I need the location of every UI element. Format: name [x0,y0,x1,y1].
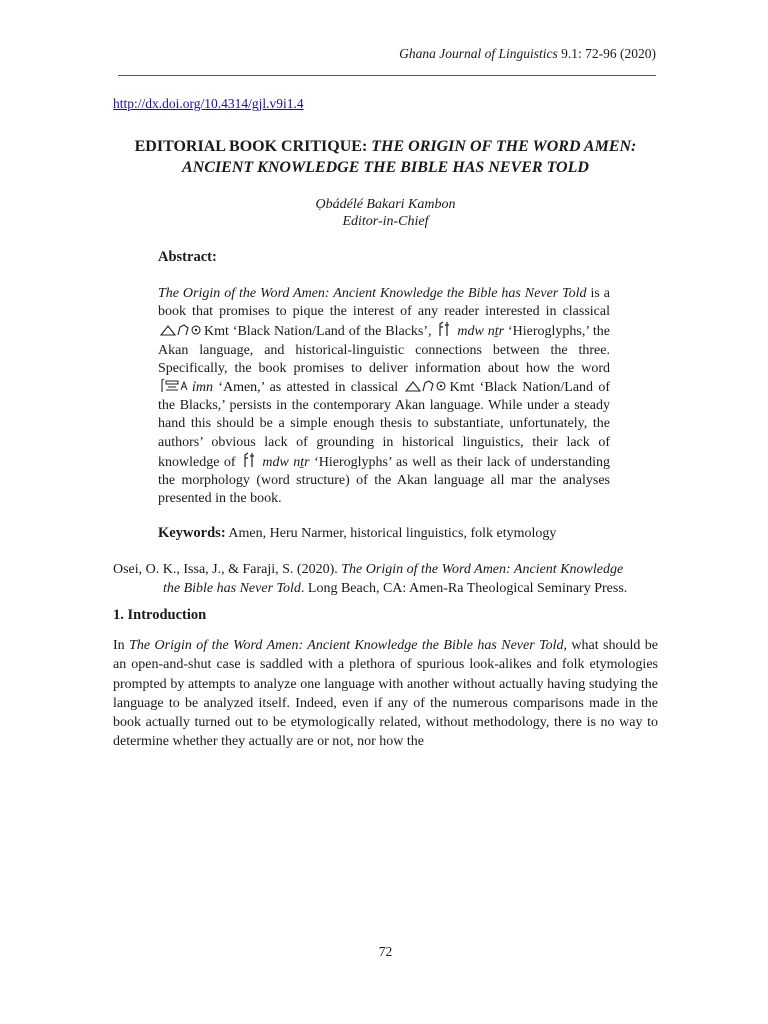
running-header [380,45,656,63]
citation-authors: Osei, O. K., Issa, J., & Faraji, S. (2020). [113,562,342,577]
journal-issue: 9.1: 72-96 (2020) [561,46,656,61]
citation-title-1: The Origin of the Word Amen: Ancient Knowledge [341,562,624,577]
introduction-body [113,636,658,752]
keywords-label: Keywords: [158,525,226,541]
abstract-heading: Abstract: [158,249,217,265]
intro-lead: In [113,638,130,653]
abstract-text-4: ‘Amen,’ as attested in classical [213,380,404,396]
kmt-hieroglyph-icon [405,379,447,393]
intro-book-title: The Origin of the Word Amen: Ancient Knowledge the Bible has Never Told, [129,638,567,653]
doi-link[interactable]: http://dx.doi.org/10.4314/gjl.v9i1.4 [113,96,304,111]
author-role: Editor-in-Chief [342,214,429,229]
intro-text: what should be an open-and-shut case is saddled with a plethora of spurious look-alikes and folk etymologies prompted by attempts to analyze one language with another without actually having studying the language to be analyzed itself. Indeed, even if any of the numerous comparisons made in the book actually turned out to be etymologically related, without methodology, there is no way to determine whether they actually are or not, nor how the [113,638,658,750]
abstract-body [158,285,610,508]
book-citation [113,561,658,598]
abstract-mdw-ntr-2: mdw nṯr [262,454,310,470]
citation-title-2: the Bible has Never Told [163,580,301,596]
abstract-text-1: is a book that promises to pique the interest of any reader interested in classical [158,286,610,320]
keywords [158,524,618,543]
abstract-text-5: ‘Black Nation/Land of the Blacks,’ persists in the contemporary Akan language. While under a steady hand this should be a simple enough thesis to substantiate, unfortunately, the authors’ obvious lack of grounding in historical linguistics, their lack of knowledge of [158,380,610,470]
mdw-ntr-hieroglyph-icon [242,452,256,468]
abstract-kmt-1: Kmt [204,324,229,340]
kmt-hieroglyph-icon [160,323,202,337]
journal-name: Ghana Journal of Linguistics [399,46,558,61]
abstract-text-3: ‘Hieroglyphs,’ the Akan language, and historical-linguistic connections between the three. Specifically, the book promises to deliver information about how the word [158,324,611,376]
citation-publisher: . Long Beach, CA: Amen-Ra Theological Seminary Press. [300,580,628,596]
title-prefix: EDITORIAL BOOK CRITIQUE: [134,138,372,155]
abstract-text-2: ‘Black Nation/Land of the Blacks’, [228,324,436,340]
citation-line-2 [113,580,658,599]
section-heading: 1. Introduction [113,607,207,623]
abstract-mdw-ntr-1: mdw nṯr [457,324,505,340]
abstract-text-6: ‘Hieroglyphs’ as well as their lack of understanding the morphology (word structure) of the Akan language all mar the analyses presented in the book. [158,454,610,507]
title-book-name: THE ORIGIN OF THE WORD AMEN: ANCIENT KNOWLEDGE THE BIBLE HAS NEVER TOLD [182,138,637,176]
mdw-ntr-hieroglyph-icon [437,321,451,337]
page-number: 72 [378,944,393,959]
header-rule [118,75,656,76]
keywords-value: Amen, Heru Narmer, historical linguistics, folk etymology [225,526,557,541]
abstract-book-title: The Origin of the Word Amen: Ancient Knowledge the Bible has Never Told [158,286,587,301]
article-title [113,136,658,178]
abstract-imn: ỉmn [192,380,213,396]
citation-line-1 [113,561,658,580]
author-name: Ọbádélé Bakari Kambon [315,197,456,212]
abstract-kmt-2: Kmt [449,380,475,396]
imn-hieroglyph-icon [160,378,190,393]
